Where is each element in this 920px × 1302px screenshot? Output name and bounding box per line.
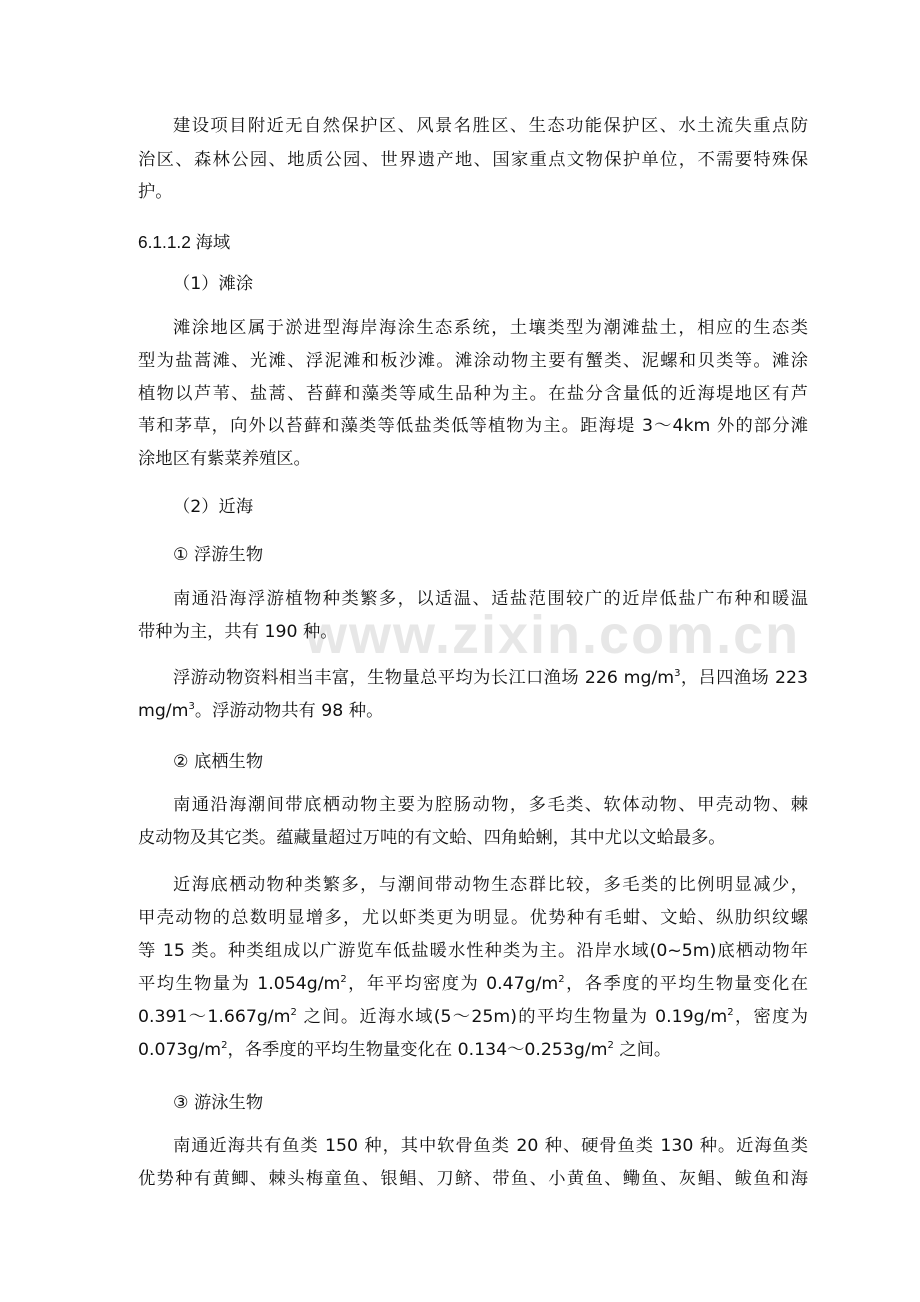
paragraph-line: 优势种有黄鲫、棘头梅童鱼、银鲳、刀鲚、带鱼、小黄鱼、鳓鱼、灰鲳、鲅鱼和海 [138, 1169, 808, 1189]
paragraph-line: 南通沿海潮间带底栖动物主要为腔肠动物，多毛类、软体动物、甲壳动物、棘 [173, 795, 808, 815]
paragraph-line: 皮动物及其它类。蕴藏量超过万吨的有文蛤、四角蛤蜊，其中尤以文蛤最多。 [138, 828, 726, 848]
paragraph-line: 滩涂地区属于淤进型海岸海涂生态系统，土壤类型为潮滩盐土，相应的生态类 [173, 318, 808, 338]
item-heading: ① 浮游生物 [173, 545, 264, 565]
paragraph-line: 甲壳动物的总数明显增多，尤以虾类更为明显。优势种有毛蚶、文蛤、纵肋织纹螺 [138, 908, 808, 928]
paragraph-line: 苇和茅草，向外以苔藓和藻类等低盐类低等植物为主。距海堤 3～4km 外的部分滩 [138, 416, 808, 436]
paragraph-line: $0.391\sim 1.667g/m^2$ 之间。近海水域(5～25m)的平均生物量为 $0.19g/m^2$，密度为 [138, 1007, 808, 1027]
watermark: www.zixin.com.cn [305, 605, 801, 665]
paragraph-line: 浮游动物资料相当丰富，生物量总平均为长江口渔场 226 $mg/m^3$，吕四渔场 223 [173, 668, 809, 688]
paragraph-line: 近海底栖动物种类繁多，与潮间带动物生态群比较，多毛类的比例明显减少， [173, 875, 808, 895]
paragraph-line: 平均生物量为 $1.054g/m^2$，年平均密度为 $0.47g/m^2$，各季度的平均生物量变化在 [138, 974, 808, 994]
subsection-heading: （2）近海 [173, 497, 254, 517]
paragraph-line: 南通近海共有鱼类 150 种，其中软骨鱼类 20 种、硬骨鱼类 130 种。近海鱼类 [173, 1136, 808, 1156]
paragraph-line: 植物以芦苇、盐蒿、苔藓和藻类等咸生品种为主。在盐分含量低的近海堤地区有芦 [138, 384, 808, 404]
paragraph-line: 型为盐蒿滩、光滩、浮泥滩和板沙滩。滩涂动物主要有蟹类、泥螺和贝类等。滩涂 [138, 351, 808, 371]
paragraph-line: $0.073g/m^2$，各季度的平均生物量变化在 $0.134\sim 0.253g/m^2$ 之间。 [138, 1040, 672, 1060]
paragraph-line: $mg/m^3$。浮游动物共有 98 种。 [138, 701, 384, 721]
paragraph-line: 治区、森林公园、地质公园、世界遗产地、国家重点文物保护单位，不需要特殊保 [138, 150, 808, 170]
subsection-heading: （1）滩涂 [173, 274, 254, 294]
paragraph-line: 南通沿海浮游植物种类繁多，以适温、适盐范围较广的近岸低盐广布种和暖温 [173, 589, 808, 609]
section-heading: 6.1.1.2 海域 [138, 232, 231, 252]
item-heading: ② 底栖生物 [173, 752, 264, 772]
paragraph-line: 等 15 类。种类组成以广游览车低盐暖水性种类为主。沿岸水域(0~5m)底栖动物年 [138, 941, 808, 961]
paragraph-line: 建设项目附近无自然保护区、风景名胜区、生态功能保护区、水土流失重点防 [173, 116, 808, 136]
paragraph-line: 涂地区有紫菜养殖区。 [138, 449, 311, 469]
paragraph-line: 护。 [138, 182, 173, 202]
item-heading: ③ 游泳生物 [173, 1093, 264, 1113]
paragraph-line: 带种为主，共有 190 种。 [138, 622, 338, 642]
